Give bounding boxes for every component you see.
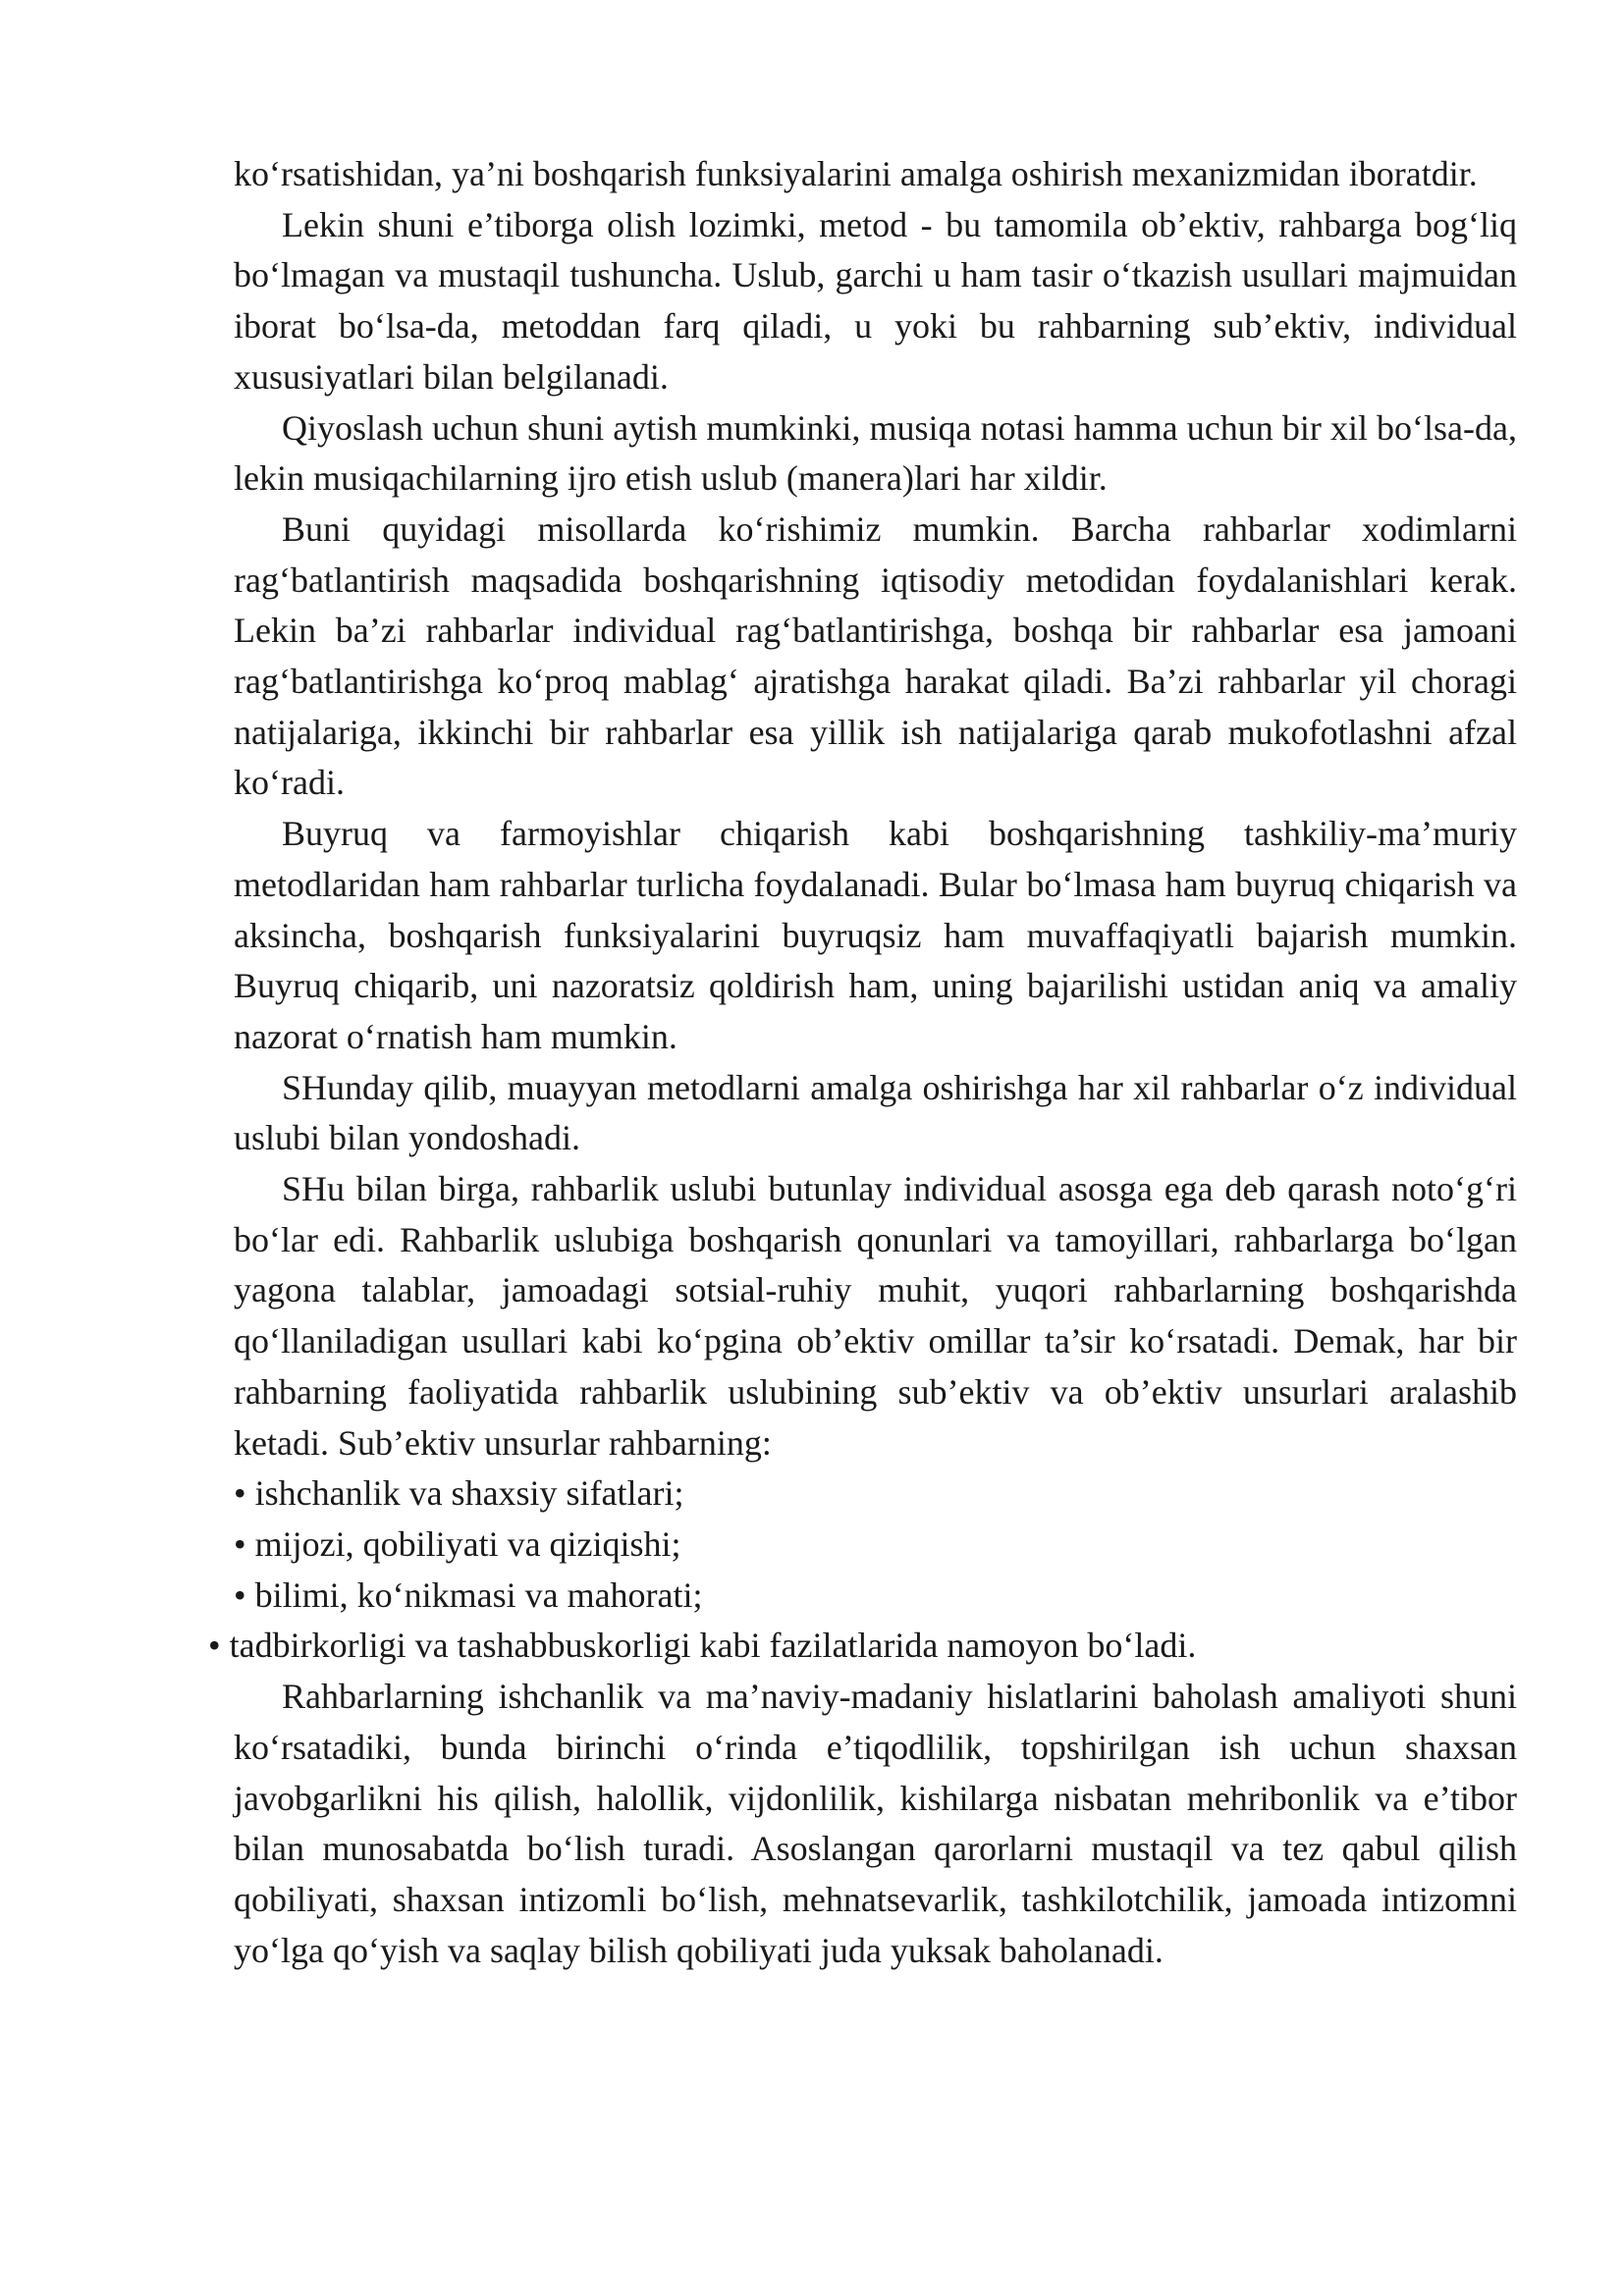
paragraph-objective-factors: SHu bilan birga, rahbarlik uslubi butunlay individual asosga ega deb qarash noto‘g‘ri bo‘lar edi. Rahbarlik uslubiga boshqarish qonunlari va tamoyillari, rahbarlarga bo‘lgan yagona talablar, jamoadagi sotsial-ruhiy muhit, yuqori rahbarlarning boshqarishda qo‘llaniladigan usullari kabi ko‘pgina ob’ektiv omillar ta’sir ko‘rsatadi. Demak, har bir rahbarning faoliyatida rahbarlik uslubining sub’ektiv va ob’ektiv unsurlari aralashib ketadi. Sub’ektiv unsurlar rahbarning: bbox=[234, 1169, 1517, 1463]
paragraph-continuation: ko‘rsatishidan, ya’ni boshqarish funksiyalarini amalga oshirish mexanizmidan iboratdir. bbox=[234, 154, 1478, 193]
body-text bbox=[208, 149, 1517, 1976]
paragraph-method-vs-style: Lekin shuni e’tiborga olish lozimki, metod - bu tamomila ob’ektiv, rahbarga bog‘liq bo‘lmagan va mustaqil tushuncha. Uslub, garchi u ham tasir o‘tkazish usullari majmuidan iborat bo‘lsa-da, metoddan farq qiladi, u yoki bu rahbarning sub’ektiv, individual xususiyatlari bilan belgilanadi. bbox=[234, 204, 1517, 397]
list-item: • mijozi, qobiliyati va qiziqishi; bbox=[234, 1523, 681, 1564]
list-item: • tadbirkorligi va tashabbuskorligi kabi fazilatlarida namoyon bo‘ladi. bbox=[208, 1626, 1197, 1666]
paragraph-orders: Buyruq va farmoyishlar chiqarish kabi boshqarishning tashkiliy-ma’muriy metodlaridan ham rahbarlar turlicha foydalanadi. Bular bo‘lmasa ham buyruq chiqarish va aksincha, boshqarish funksiyalarini buyruqsiz ham muvaffaqiyatli bajarish mumkin. Buyruq chiqarib, uni nazoratsiz qoldirish ham, uning bajarilishi ustidan aniq va amaliy nazorat o‘rnatish ham mumkin. bbox=[234, 814, 1517, 1056]
list-item: • bilimi, ko‘nikmasi va mahorati; bbox=[234, 1575, 703, 1615]
paragraph-examples: Buni quyidagi misollarda ko‘rishimiz mumkin. Barcha rahbarlar xodimlarni rag‘batlantirish maqsadida boshqarishning iqtisodiy metodidan foydalanishlari kerak. Lekin ba’zi rahbarlar individual rag‘batlantirishga, boshqa bir rahbarlar esa jamoani rag‘batlantirishga ko‘proq mablag‘ ajratishga harakat qiladi. Ba’zi rahbarlar yil choragi natijalariga, ikkinchi bir rahbarlar esa yillik ish natijalariga qarab mukofotlashni afzal ko‘radi. bbox=[234, 508, 1517, 803]
paragraph-music-analogy: Qiyoslash uchun shuni aytish mumkinki, musiqa notasi hamma uchun bir xil bo‘lsa-da, lekin musiqachilarning ijro etish uslub (manera)lari har xildir. bbox=[234, 407, 1517, 499]
paragraph-leader-qualities: Rahbarlarning ishchanlik va ma’naviy-madaniy hislatlarini baholash amaliyoti shuni ko‘rsatadiki, bunda birinchi o‘rinda e’tiqodlilik, topshirilgan ish uchun shaxsan javobgarlikni his qilish, halollik, vijdonlilik, kishilarga nisbatan mehribonlik va e’tibor bilan munosabatda bo‘lish turadi. Asoslangan qarorlarni mustaqil va tez qabul qilish qobiliyati, shaxsan intizomli bo‘lish, mehnatsevarlik, tashkilotchilik, jamoada intizomni yo‘lga qo‘yish va saqlay bilish qobiliyati juda yuksak baholanadi. bbox=[234, 1677, 1517, 1970]
list-item: • ishchanlik va shaxsiy sifatlari; bbox=[234, 1473, 684, 1514]
paragraph-individual-approach: SHunday qilib, muayyan metodlarni amalga oshirishga har xil rahbarlar o‘z individual uslubi bilan yondoshadi. bbox=[234, 1067, 1517, 1158]
